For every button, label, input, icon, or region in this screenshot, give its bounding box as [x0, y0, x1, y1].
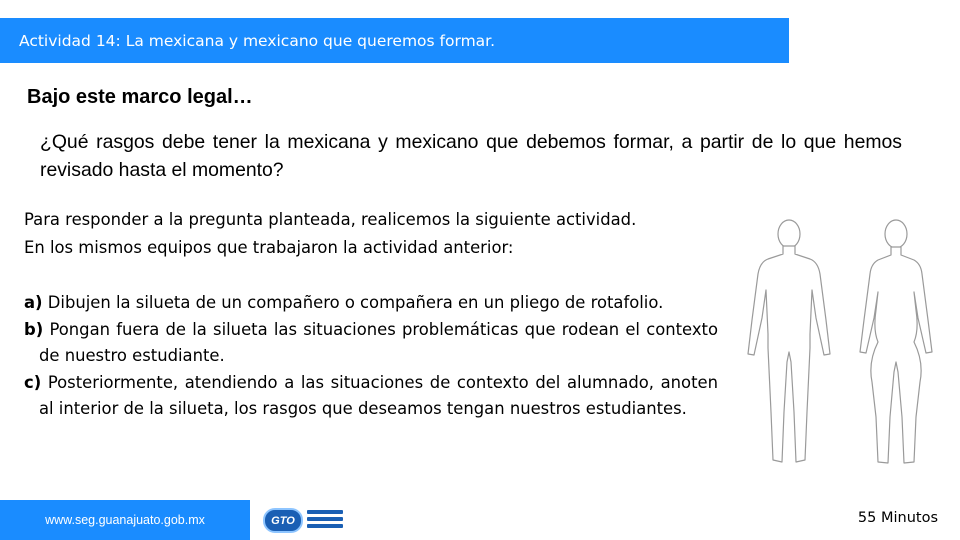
- gto-logo: [255, 500, 343, 540]
- logo-tagline-graphic: [307, 510, 343, 532]
- female-silhouette: [860, 220, 932, 463]
- gto-logo-text: GTO: [271, 514, 295, 527]
- instructions-intro: [24, 206, 724, 262]
- step-text: Dibujen la silueta de un compañero o compañera en un pliego de rotafolio.: [42, 293, 664, 312]
- guiding-question: ¿Qué rasgos debe tener la mexicana y mexicano que debemos formar, a partir de lo que hemos revisado hasta el momento?: [40, 131, 902, 181]
- step-text: Pongan fuera de la silueta las situaciones problemáticas que rodean el contexto de nuestro estudiante.: [39, 319, 718, 365]
- intro-line-2: En los mismos equipos que trabajaron la actividad anterior:: [24, 238, 514, 257]
- body-silhouettes-illustration: [738, 212, 953, 474]
- intro-line-1: Para responder a la pregunta planteada, realicemos la siguiente actividad.: [24, 210, 637, 229]
- gto-badge: [263, 508, 303, 533]
- section-heading: Bajo este marco legal…: [27, 86, 253, 108]
- activity-steps: [24, 290, 718, 423]
- step-letter: b): [24, 319, 44, 339]
- page-title: Actividad 14: La mexicana y mexicano que queremos formar.: [19, 31, 496, 50]
- step-b: [24, 317, 718, 370]
- step-text: Posteriormente, atendiendo a las situaciones de contexto del alumnado, anoten al interior de la silueta, los rasgos que deseamos tengan nuestros estudiantes.: [39, 372, 718, 418]
- step-letter: a): [24, 293, 43, 312]
- website-url[interactable]: www.seg.guanajuato.gob.mx: [45, 513, 205, 527]
- website-link[interactable]: [0, 500, 250, 540]
- step-c: [24, 370, 718, 423]
- male-silhouette: [748, 220, 830, 462]
- step-letter: c): [24, 372, 42, 392]
- title-bar: [0, 18, 789, 63]
- step-a: [24, 290, 718, 317]
- activity-duration: 55 Minutos: [857, 510, 938, 526]
